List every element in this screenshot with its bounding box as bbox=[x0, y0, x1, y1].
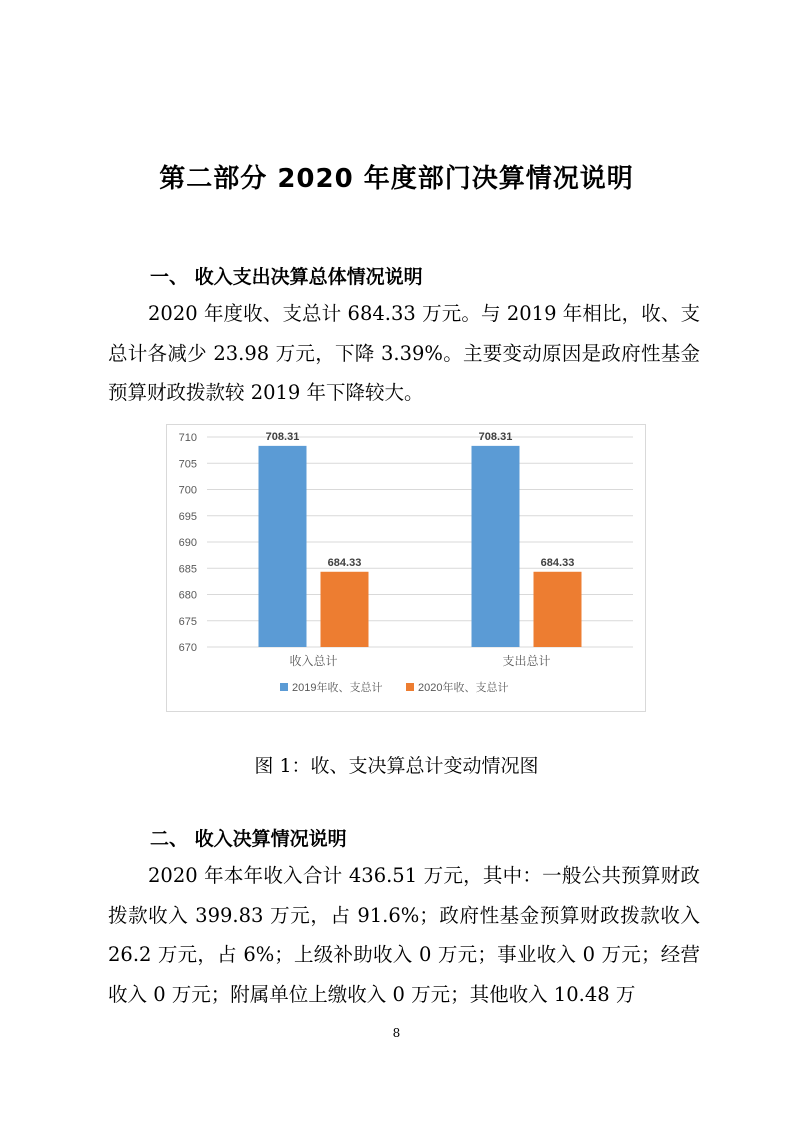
bar bbox=[534, 572, 582, 647]
bar-chart bbox=[167, 425, 645, 711]
y-tick-label: 680 bbox=[178, 589, 197, 602]
section1-paragraph bbox=[108, 294, 700, 413]
bar bbox=[472, 446, 520, 647]
bar bbox=[259, 446, 307, 647]
section1-paragraph-text: 2020 年度收、支总计 684.33 万元。与 2019 年相比，收、支总计各减少 23.98 万元，下降 3.39%。主要变动原因是政府性基金预算财政拨款较 2019 年下降较大。 bbox=[108, 302, 700, 404]
section2-heading: 二、 收入决算情况说明 bbox=[150, 828, 347, 850]
y-tick-label: 700 bbox=[178, 484, 197, 497]
section1-heading: 一、 收入支出决算总体情况说明 bbox=[150, 266, 423, 288]
figure-caption: 图 1：收、支决算总计变动情况图 bbox=[254, 755, 539, 777]
legend-swatch bbox=[406, 683, 414, 691]
y-tick-label: 675 bbox=[178, 615, 197, 628]
x-tick-label: 收入总计 bbox=[289, 654, 338, 668]
data-label: 684.33 bbox=[540, 556, 575, 569]
y-tick-label: 710 bbox=[178, 432, 197, 444]
chart-container bbox=[166, 424, 646, 712]
bar bbox=[321, 572, 369, 647]
y-tick-label: 705 bbox=[178, 458, 197, 471]
data-label: 708.31 bbox=[265, 430, 300, 443]
data-label: 684.33 bbox=[327, 556, 362, 569]
legend-label: 2019年收、支总计 bbox=[292, 682, 383, 694]
y-tick-label: 670 bbox=[178, 642, 197, 654]
legend-label: 2020年收、支总计 bbox=[418, 682, 509, 694]
x-tick-label: 支出总计 bbox=[502, 654, 551, 668]
y-tick-label: 690 bbox=[178, 537, 197, 549]
section2-paragraph bbox=[108, 856, 700, 1014]
legend-swatch bbox=[280, 683, 288, 691]
y-tick-label: 695 bbox=[178, 510, 197, 523]
section2-paragraph-text: 2020 年本年收入合计 436.51 万元，其中：一般公共预算财政拨款收入 399.83 万元，占 91.6%；政府性基金预算财政拨款收入 26.2 万元，占 6%；上级补助收入 0 万元；事业收入 0 万元；经营收入 0 万元；附属单位上缴收入 0 万元；其他收入 10.48 万 bbox=[108, 864, 700, 1006]
data-label: 708.31 bbox=[478, 430, 513, 443]
page-number: 8 bbox=[392, 1026, 401, 1040]
page-title: 第二部分 2020 年度部门决算情况说明 bbox=[159, 164, 634, 194]
y-tick-label: 685 bbox=[178, 563, 197, 576]
